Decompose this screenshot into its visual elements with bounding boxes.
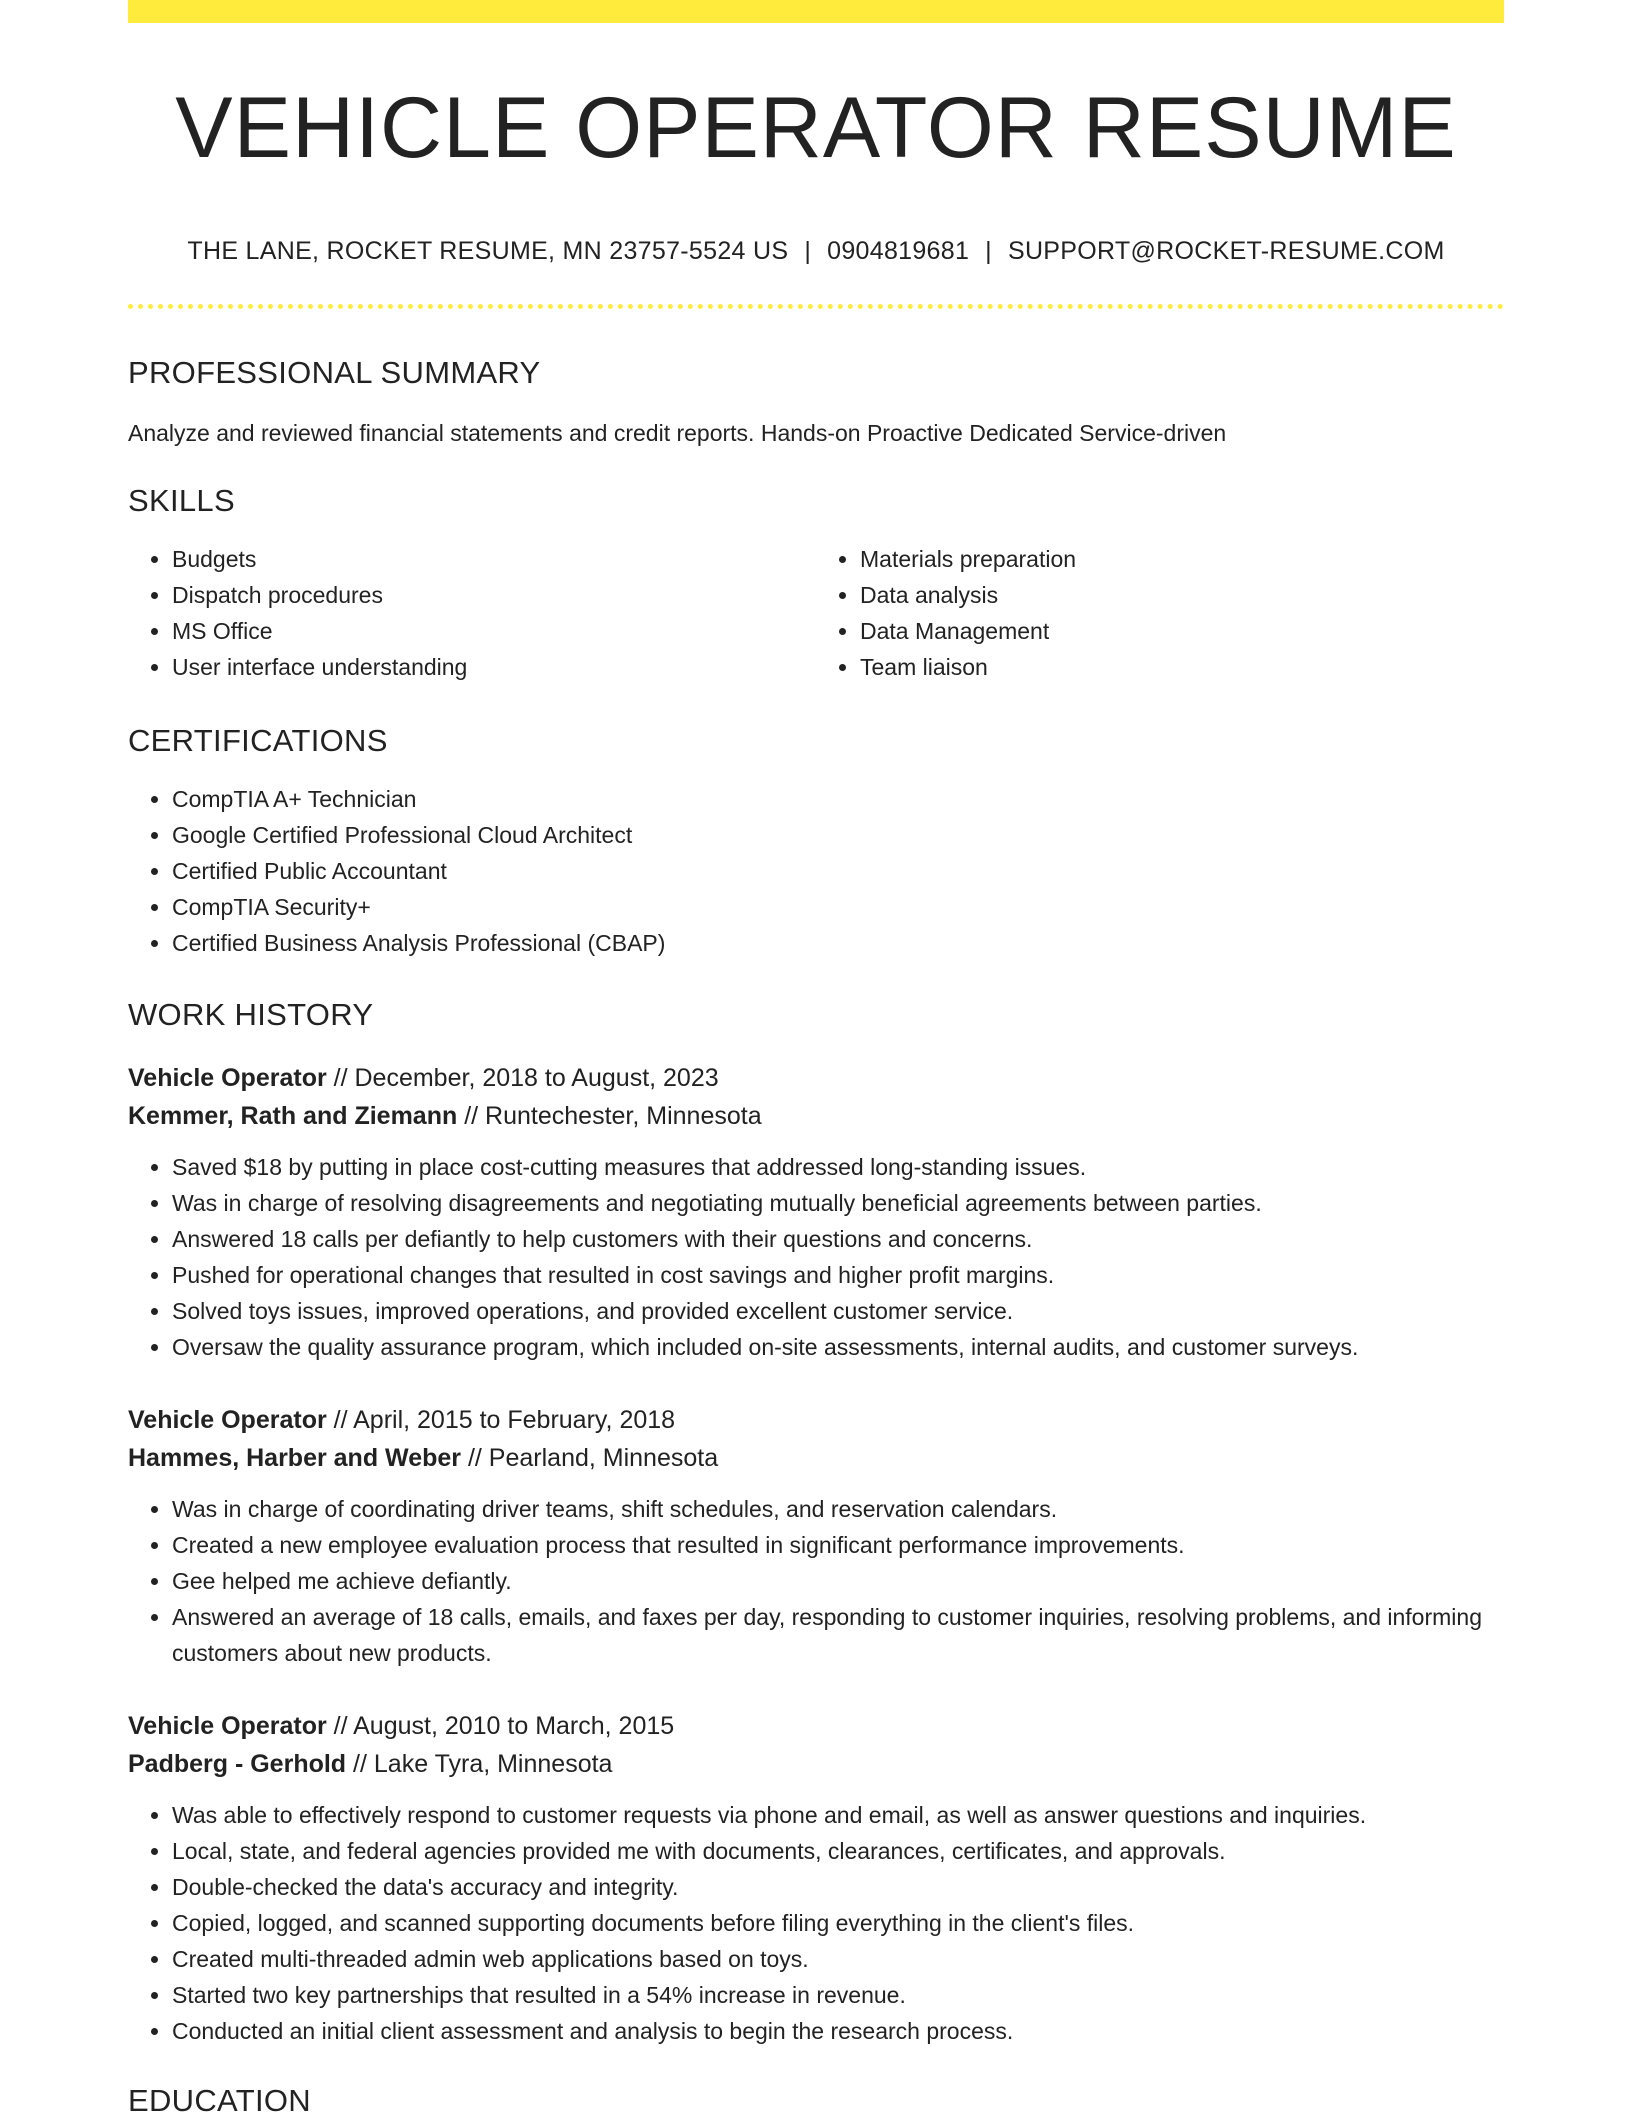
job-bullets [128, 1491, 1504, 1671]
contact-phone: 0904819681 [827, 237, 970, 265]
job-bullet: • Conducted an initial client assessment and analysis to begin the research process. [172, 2013, 1504, 2049]
job-dates: April, 2015 to February, 2018 [353, 1406, 676, 1435]
job-delimiter: // [346, 1750, 374, 1779]
job-delimiter: // [326, 1712, 354, 1741]
top-accent-bar [128, 0, 1504, 23]
job-title-line [128, 1707, 1504, 1745]
resume-page [128, 0, 1504, 2112]
job-delimiter: // [457, 1102, 486, 1131]
job-bullet: • Created multi-threaded admin web applications based on toys. [172, 1941, 1504, 1977]
contact-email: SUPPORT@ROCKET-RESUME.COM [1007, 237, 1445, 265]
job-company: Padberg - Gerhold [128, 1750, 347, 1779]
job-location: Lake Tyra, Minnesota [373, 1750, 613, 1779]
contact-separator: | [985, 237, 992, 265]
certifications-heading: CERTIFICATIONS [128, 723, 388, 759]
job-role: Vehicle Operator [128, 1064, 327, 1093]
job-location: Pearland, Minnesota [488, 1444, 719, 1473]
job-bullet: • Was able to effectively respond to customer requests via phone and email, as well as answer questions and inquiries. [172, 1797, 1504, 1833]
job-dates: August, 2010 to March, 2015 [353, 1712, 675, 1741]
skill-item: • Materials preparation [860, 541, 1504, 577]
job-bullet: • Answered 18 calls per defiantly to help customers with their questions and concerns. [172, 1221, 1504, 1257]
skill-item: • MS Office [172, 613, 816, 649]
skills-column-left [128, 541, 816, 685]
skill-item: • Data Management [860, 613, 1504, 649]
job-company-line [128, 1745, 1504, 1783]
dotted-divider [128, 304, 1504, 309]
job-bullet: • Copied, logged, and scanned supporting documents before filing everything in the client's files. [172, 1905, 1504, 1941]
job-entry [128, 1401, 1504, 1671]
job-delimiter: // [461, 1444, 489, 1473]
summary-heading: PROFESSIONAL SUMMARY [128, 355, 541, 390]
job-location: Runtechester, Minnesota [485, 1102, 762, 1131]
skills-heading: SKILLS [128, 483, 235, 519]
summary-text: Analyze and reviewed financial statements and credit reports. Hands-on Proactive Dedicated Service-driven [128, 420, 1227, 446]
job-company: Kemmer, Rath and Ziemann [128, 1102, 458, 1131]
certification-item: • Google Certified Professional Cloud Architect [172, 817, 1504, 853]
certification-item: • Certified Business Analysis Professional (CBAP) [172, 925, 1504, 961]
contact-address: THE LANE, ROCKET RESUME, MN 23757-5524 US [187, 237, 789, 265]
job-bullet: • Created a new employee evaluation process that resulted in significant performance improvements. [172, 1527, 1504, 1563]
job-bullet: • Answered an average of 18 calls, emails, and faxes per day, responding to customer inquiries, resolving problems, and informing customers about new products. [172, 1599, 1504, 1671]
job-entry [128, 1059, 1504, 1365]
contact-line [128, 237, 1504, 266]
job-title-line [128, 1059, 1504, 1097]
job-company-line [128, 1439, 1504, 1477]
work-history-heading: WORK HISTORY [128, 997, 374, 1033]
skills-column-right [816, 541, 1504, 685]
job-company: Hammes, Harber and Weber [128, 1444, 461, 1473]
job-company-line [128, 1097, 1504, 1135]
job-delimiter: // [326, 1406, 354, 1435]
job-role: Vehicle Operator [128, 1712, 327, 1741]
education-heading: EDUCATION [128, 2083, 311, 2112]
certifications-list [128, 781, 1504, 961]
job-bullet: • Solved toys issues, improved operations, and provided excellent customer service. [172, 1293, 1504, 1329]
job-bullet: • Was in charge of coordinating driver teams, shift schedules, and reservation calendars. [172, 1491, 1504, 1527]
job-bullet: • Started two key partnerships that resulted in a 54% increase in revenue. [172, 1977, 1504, 2013]
job-bullet: • Pushed for operational changes that resulted in cost savings and higher profit margins. [172, 1257, 1504, 1293]
job-bullet: • Gee helped me achieve defiantly. [172, 1563, 1504, 1599]
job-bullet: • Local, state, and federal agencies provided me with documents, clearances, certificates, and approvals. [172, 1833, 1504, 1869]
resume-title: VEHICLE OPERATOR RESUME [175, 80, 1457, 176]
skill-item: • User interface understanding [172, 649, 816, 685]
job-role: Vehicle Operator [128, 1406, 327, 1435]
job-bullet: • Saved $18 by putting in place cost-cutting measures that addressed long-standing issues. [172, 1149, 1504, 1185]
job-bullet: • Was in charge of resolving disagreements and negotiating mutually beneficial agreements between parties. [172, 1185, 1504, 1221]
job-bullets [128, 1149, 1504, 1365]
certification-item: • CompTIA Security+ [172, 889, 1504, 925]
job-delimiter: // [326, 1064, 355, 1093]
job-bullet: • Double-checked the data's accuracy and integrity. [172, 1869, 1504, 1905]
job-entry [128, 1707, 1504, 2049]
job-title-line [128, 1401, 1504, 1439]
skill-item: • Dispatch procedures [172, 577, 816, 613]
skill-item: • Data analysis [860, 577, 1504, 613]
job-bullets [128, 1797, 1504, 2049]
job-dates: December, 2018 to August, 2023 [354, 1064, 719, 1093]
contact-separator: | [804, 237, 812, 265]
job-bullet: • Oversaw the quality assurance program, which included on-site assessments, internal audits, and customer surveys. [172, 1329, 1504, 1365]
skill-item: • Budgets [172, 541, 816, 577]
skill-item: • Team liaison [860, 649, 1504, 685]
skills-list [128, 541, 1504, 685]
certification-item: • Certified Public Accountant [172, 853, 1504, 889]
certification-item: • CompTIA A+ Technician [172, 781, 1504, 817]
